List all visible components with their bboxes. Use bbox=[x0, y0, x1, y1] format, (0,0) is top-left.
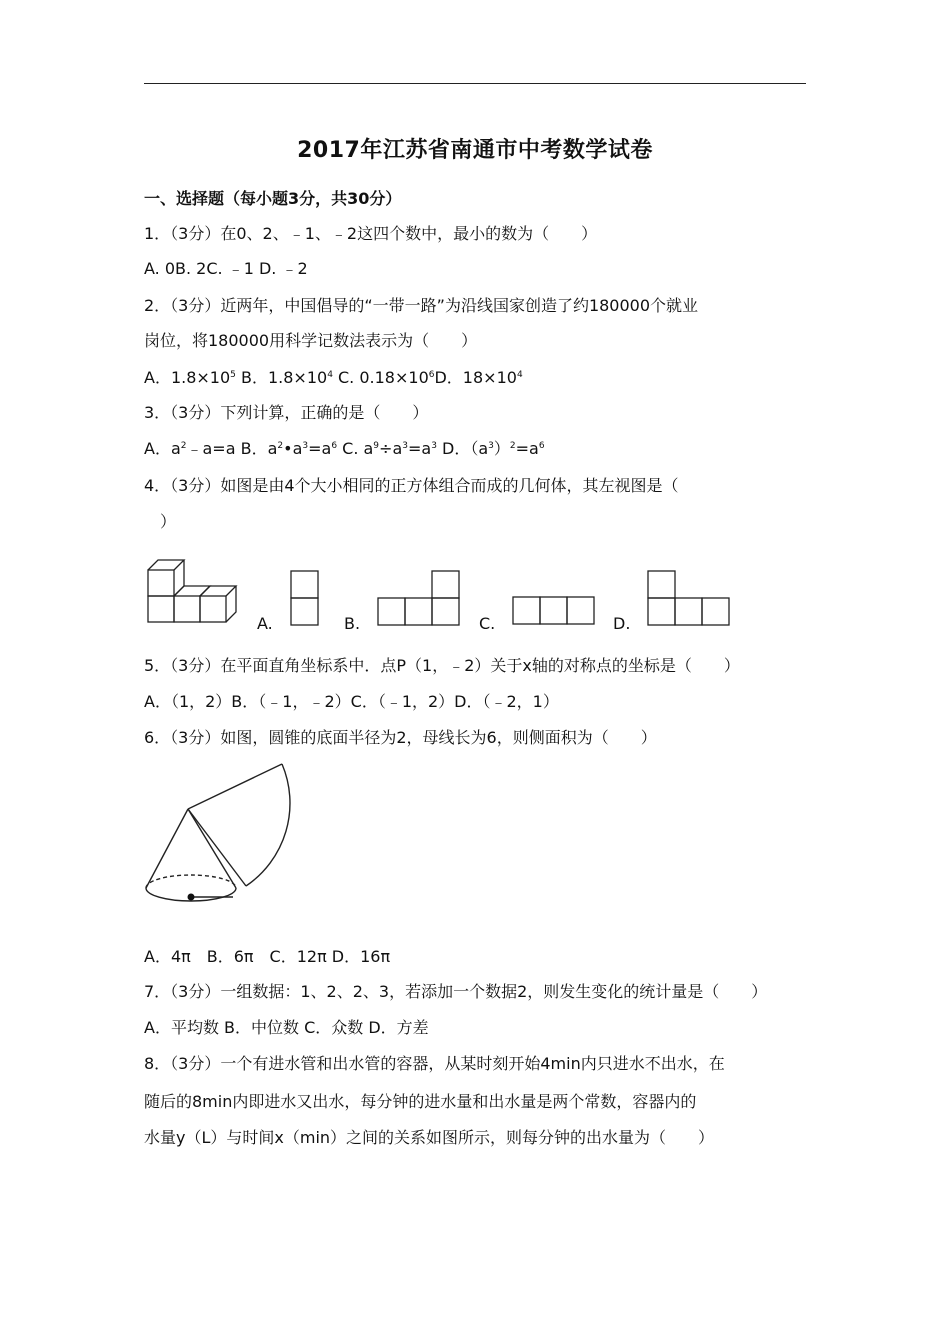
option-c-view-figure bbox=[512, 596, 596, 626]
option-text: =a bbox=[515, 439, 539, 458]
page-title: 2017年江苏省南通市中考数学试卷 bbox=[297, 138, 653, 163]
question-4-stem-line2: ） bbox=[160, 512, 177, 531]
option-text: •a bbox=[283, 439, 303, 458]
exponent: 4 bbox=[516, 370, 523, 380]
option-c: C. 0.18×10 bbox=[332, 368, 429, 387]
option-text: ÷a bbox=[379, 439, 403, 458]
exponent: 3 bbox=[488, 441, 494, 451]
option-b-view-figure bbox=[377, 570, 461, 626]
exponent: 3 bbox=[302, 441, 309, 451]
exponent: 9 bbox=[373, 441, 380, 451]
option-text: ﹣a=a B．a bbox=[186, 439, 278, 458]
question-7-options: A．平均数 B．中位数 C．众数 D．方差 bbox=[144, 1018, 429, 1037]
option-b-label: B. bbox=[344, 614, 361, 633]
exponent: 2 bbox=[509, 441, 516, 451]
section-heading: 一、选择题（每小题3分，共30分） bbox=[144, 189, 402, 208]
cone-base-center-dot bbox=[188, 894, 195, 901]
question-8-stem-line2: 随后的8min内即进水又出水，每分钟的进水量和出水量是两个常数，容器内的 bbox=[144, 1092, 697, 1111]
question-8-stem-line1: 8．（3分）一个有进水管和出水管的容器，从某时刻开始4min内只进水不出水，在 bbox=[144, 1054, 725, 1073]
question-6-options: A．4π B．6π C．12π D．16π bbox=[144, 947, 391, 966]
option-text: D．（a bbox=[436, 439, 489, 458]
option-text: =a bbox=[308, 439, 332, 458]
exponent: 6 bbox=[331, 441, 338, 451]
exponent: 6 bbox=[428, 370, 435, 380]
question-1-stem: 1．（3分）在0、2、﹣1、﹣2这四个数中，最小的数为（ ） bbox=[144, 224, 598, 243]
option-d-view-figure bbox=[647, 570, 731, 626]
option-b: B．1.8×10 bbox=[235, 368, 328, 387]
exponent: 2 bbox=[180, 441, 187, 451]
question-2-stem-line2: 岗位，将180000用科学记数法表示为（ ） bbox=[144, 331, 478, 350]
option-text: C. a bbox=[337, 439, 374, 458]
question-5-options: A．（1，2）B．（﹣1，﹣2）C．（﹣1，2）D．（﹣2，1） bbox=[144, 692, 559, 711]
exponent: 2 bbox=[277, 441, 284, 451]
question-3-options bbox=[144, 438, 545, 460]
question-6-stem: 6．（3分）如图，圆锥的底面半径为2，母线长为6，则侧面积为（ ） bbox=[144, 728, 657, 747]
option-d-label: D. bbox=[613, 614, 631, 633]
question-4-stem-line1: 4．（3分）如图是由4个大小相同的正方体组合而成的几何体，其左视图是（ bbox=[144, 476, 679, 495]
option-text: ） bbox=[493, 439, 510, 458]
exponent: 6 bbox=[538, 441, 545, 451]
option-d: D．18×10 bbox=[434, 368, 517, 387]
exponent: 5 bbox=[230, 370, 236, 380]
question-2-stem-line1: 2．（3分）近两年，中国倡导的“一带一路”为沿线国家创造了约180000个就业 bbox=[144, 296, 699, 315]
option-a-view-figure bbox=[290, 570, 320, 626]
header-rule bbox=[144, 83, 806, 84]
option-a-label: A. bbox=[257, 614, 273, 633]
question-5-stem: 5．（3分）在平面直角坐标系中．点P（1，﹣2）关于x轴的对称点的坐标是（ ） bbox=[144, 656, 740, 675]
option-text: =a bbox=[407, 439, 432, 458]
question-7-stem: 7．（3分）一组数据：1、2、2、3，若添加一个数据2，则发生变化的统计量是（ ） bbox=[144, 982, 768, 1001]
exponent: 3 bbox=[431, 441, 437, 451]
exponent: 4 bbox=[327, 370, 333, 380]
option-a: A．1.8×10 bbox=[144, 368, 231, 387]
question-2-options bbox=[144, 367, 523, 389]
question-8-stem-line3: 水量y（L）与时间x（min）之间的关系如图所示，则每分钟的出水量为（ ） bbox=[144, 1128, 715, 1147]
cone-figure bbox=[140, 758, 300, 918]
cube-solid-figure bbox=[140, 555, 250, 630]
exponent: 3 bbox=[402, 441, 408, 451]
option-c-label: C. bbox=[479, 614, 496, 633]
question-3-stem: 3．（3分）下列计算，正确的是（ ） bbox=[144, 403, 429, 422]
option-text: A．a bbox=[144, 439, 181, 458]
question-1-options: A. 0B. 2C. ﹣1 D. ﹣2 bbox=[144, 259, 308, 278]
